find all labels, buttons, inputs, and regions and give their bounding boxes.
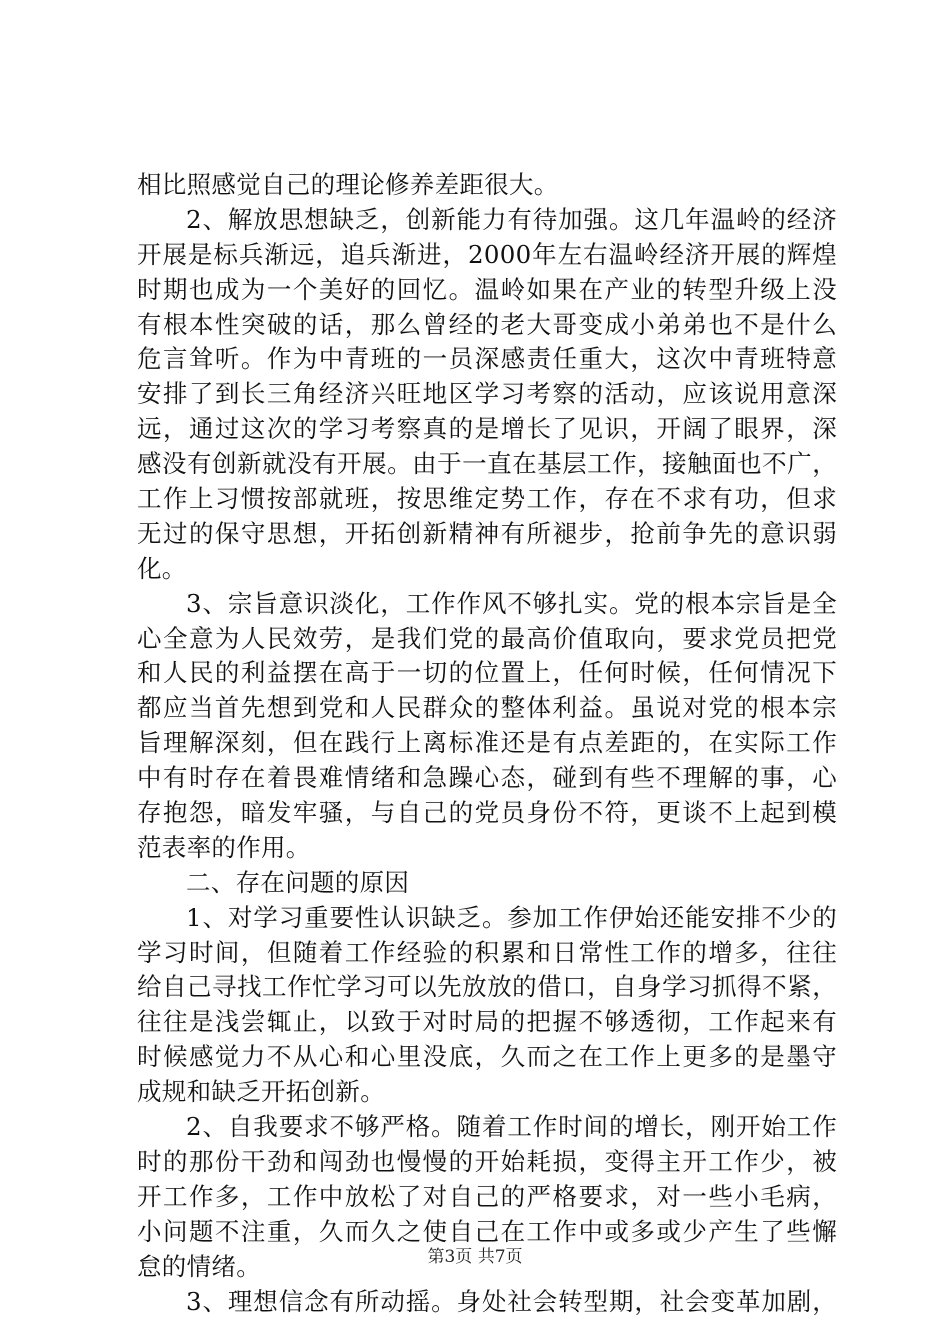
text-line: 3、理想信念有所动摇。身处社会转型期，社会变革加剧， <box>186 1286 837 1316</box>
text-line: 往往是浅尝辄止，以致于对时局的把握不够透彻，工作起来有 <box>137 1007 837 1037</box>
text-line: 范表率的作用。 <box>137 832 311 862</box>
text-line: 无过的保守思想，开拓创新精神有所褪步，抢前争先的意识弱 <box>137 518 837 548</box>
text-line: 心全意为人民效劳，是我们党的最高价值取向，要求党员把党 <box>137 623 837 653</box>
text-line: 开工作多，工作中放松了对自己的严格要求，对一些小毛病， <box>137 1181 837 1211</box>
text-line: 都应当首先想到党和人民群众的整体利益。虽说对党的根本宗 <box>137 693 837 723</box>
text-line: 2、解放思想缺乏，创新能力有待加强。这几年温岭的经济 <box>186 204 837 234</box>
text-line: 化。 <box>137 553 187 583</box>
text-line: 成规和缺乏开拓创新。 <box>137 1077 385 1107</box>
text-line: 小问题不注重，久而久之使自己在工作中或多或少产生了些懈 <box>137 1216 837 1246</box>
text-line: 时候感觉力不从心和心里没底，久而之在工作上更多的是墨守 <box>137 1042 837 1072</box>
document-body <box>137 168 837 1319</box>
text-line: 相比照感觉自己的理论修养差距很大。 <box>137 170 559 199</box>
text-line: 有根本性突破的话，那么曾经的老大哥变成小弟弟也不是什么 <box>137 309 837 339</box>
text-line: 3、宗旨意识淡化，工作作风不够扎实。党的根本宗旨是全 <box>186 588 837 618</box>
text-line: 旨理解深刻，但在践行上离标准还是有点差距的，在实际工作 <box>137 728 837 758</box>
text-line: 时的那份干劲和闯劲也慢慢的开始耗损，变得主开工作少，被 <box>137 1146 837 1176</box>
text-line: 和人民的利益摆在高于一切的位置上，任何时候，任何情况下 <box>137 658 837 688</box>
text-line: 2、自我要求不够严格。随着工作时间的增长，刚开始工作 <box>186 1112 837 1142</box>
text-line: 危言耸听。作为中青班的一员深感责任重大，这次中青班特意 <box>137 344 837 374</box>
text-line: 给自己寻找工作忙学习可以先放放的借口，自身学习抓得不紧， <box>137 972 837 1002</box>
text-line: 二、存在问题的原因 <box>186 867 410 897</box>
text-line: 怠的情绪。 <box>137 1251 261 1281</box>
page-number-footer: 第3页 共7页 <box>427 1247 523 1267</box>
text-line: 学习时间，但随着工作经验的积累和日常性工作的增多，往往 <box>137 937 837 967</box>
text-line: 中有时存在着畏难情绪和急躁心态，碰到有些不理解的事，心 <box>137 763 837 793</box>
text-line: 1、对学习重要性认识缺乏。参加工作伊始还能安排不少的 <box>186 902 837 932</box>
text-line: 感没有创新就没有开展。由于一直在基层工作，接触面也不广， <box>137 449 837 479</box>
text-line: 时期也成为一个美好的回忆。温岭如果在产业的转型升级上没 <box>137 274 837 304</box>
text-line: 工作上习惯按部就班，按思维定势工作，存在不求有功，但求 <box>137 484 837 514</box>
text-line: 存抱怨，暗发牢骚，与自己的党员身份不符，更谈不上起到模 <box>137 798 837 828</box>
text-line: 开展是标兵渐远，追兵渐进，2000年左右温岭经济开展的辉煌 <box>137 239 837 269</box>
text-line: 远，通过这次的学习考察真的是增长了见识，开阔了眼界，深 <box>137 414 837 444</box>
text-line: 安排了到长三角经济兴旺地区学习考察的活动，应该说用意深 <box>137 379 837 409</box>
